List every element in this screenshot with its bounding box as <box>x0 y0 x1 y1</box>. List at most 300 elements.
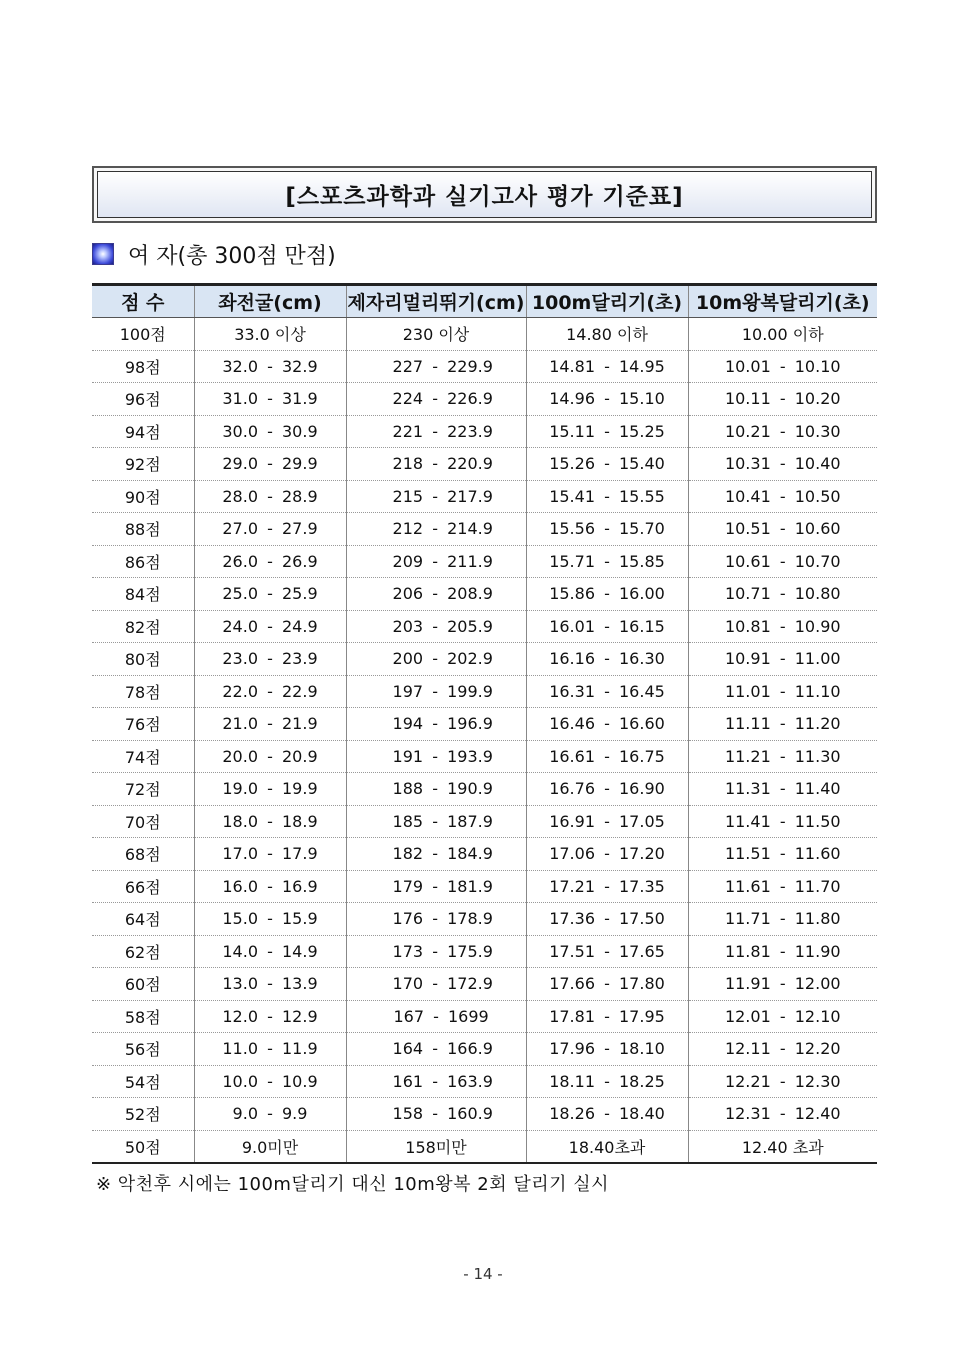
range-separator: - <box>604 584 610 604</box>
range-separator: - <box>604 811 610 831</box>
cell-long-jump <box>346 448 526 481</box>
score-table <box>92 283 877 1164</box>
table-row <box>92 903 877 936</box>
range-separator: - <box>432 649 438 669</box>
cell-shuttle <box>688 740 877 773</box>
range-separator: - <box>604 779 610 799</box>
cell-shuttle <box>688 1065 877 1098</box>
range-high: 11.30 <box>794 746 841 766</box>
range-separator: - <box>604 876 610 896</box>
range-separator: - <box>779 1104 786 1124</box>
range-low: 15.26 <box>549 454 595 474</box>
range-separator: - <box>604 519 610 539</box>
range-low: 10.51 <box>724 519 771 539</box>
table-row <box>92 545 877 578</box>
cell-100m <box>526 415 688 448</box>
range-high: 18.9 <box>282 811 318 831</box>
range-separator: - <box>267 1071 273 1091</box>
range-low: 179 <box>392 876 424 896</box>
cell-sit-and-reach <box>194 480 346 513</box>
cell-shuttle <box>688 1000 877 1033</box>
cell-score: 72점 <box>92 773 194 806</box>
range-separator: - <box>267 356 273 376</box>
range-separator: - <box>604 356 610 376</box>
range-low: 206 <box>392 584 424 604</box>
cell-100m <box>526 1000 688 1033</box>
range-high: 10.80 <box>794 584 841 604</box>
range-high: 11.10 <box>794 681 841 701</box>
cell-score: 58점 <box>92 1000 194 1033</box>
range-separator: - <box>267 389 273 409</box>
range-separator: - <box>604 1071 610 1091</box>
range-low: 167 <box>393 1006 424 1026</box>
range-separator: - <box>267 551 273 571</box>
table-row <box>92 935 877 968</box>
range-separator: - <box>604 714 610 734</box>
range-low: 17.0 <box>222 844 258 864</box>
range-high: 199.9 <box>447 681 493 701</box>
range-separator: - <box>432 876 438 896</box>
cell-sit-and-reach <box>194 643 346 676</box>
range-low: 14.96 <box>549 389 595 409</box>
range-low: 15.11 <box>549 421 595 441</box>
cell-100m <box>526 610 688 643</box>
range-separator: - <box>267 909 273 929</box>
range-separator: - <box>779 584 786 604</box>
cell-shuttle <box>688 935 877 968</box>
cell-long-jump <box>346 903 526 936</box>
cell-score: 94점 <box>92 415 194 448</box>
range-separator: - <box>267 584 273 604</box>
range-high: 17.80 <box>619 974 665 994</box>
page-title: [스포츠과학과 실기고사 평가 기준표] <box>97 171 872 218</box>
cell-sit-and-reach <box>194 1033 346 1066</box>
cell-100m <box>526 838 688 871</box>
range-low: 221 <box>392 421 424 441</box>
range-high: 17.05 <box>619 811 665 831</box>
range-low: 20.0 <box>222 746 258 766</box>
range-high: 14.95 <box>619 356 665 376</box>
cell-score: 60점 <box>92 968 194 1001</box>
range-separator: - <box>779 486 786 506</box>
range-separator: - <box>779 974 786 994</box>
range-separator: - <box>267 974 273 994</box>
range-low: 15.71 <box>549 551 595 571</box>
range-high: 11.00 <box>794 649 841 669</box>
range-low: 10.21 <box>724 421 771 441</box>
range-high: 16.45 <box>619 681 665 701</box>
cell-shuttle <box>688 480 877 513</box>
cell-100m <box>526 675 688 708</box>
range-high: 15.9 <box>282 909 318 929</box>
header-100m-run: 100m달리기(초) <box>526 285 688 318</box>
range-high: 15.25 <box>619 421 665 441</box>
table-row <box>92 870 877 903</box>
header-standing-long-jump: 제자리멀리뛰기(cm) <box>346 285 526 318</box>
range-low: 12.0 <box>222 1006 258 1026</box>
range-separator: - <box>779 1071 786 1091</box>
range-separator: - <box>267 714 273 734</box>
range-high: 16.75 <box>619 746 665 766</box>
cell-long-jump <box>346 968 526 1001</box>
range-high: 184.9 <box>447 844 493 864</box>
range-high: 15.40 <box>619 454 665 474</box>
range-high: 31.9 <box>282 389 318 409</box>
range-low: 18.0 <box>222 811 258 831</box>
weather-note: ※ 악천후 시에는 100m달리기 대신 10m왕복 2회 달리기 실시 <box>96 1174 610 1195</box>
table-row <box>92 1098 877 1131</box>
header-score: 점 수 <box>92 285 194 318</box>
range-separator: - <box>267 844 273 864</box>
range-low: 10.31 <box>724 454 771 474</box>
range-low: 218 <box>392 454 424 474</box>
range-high: 11.20 <box>794 714 841 734</box>
cell-long-jump <box>346 870 526 903</box>
range-low: 185 <box>392 811 424 831</box>
range-low: 10.91 <box>724 649 771 669</box>
range-high: 30.9 <box>282 421 318 441</box>
table-row <box>92 838 877 871</box>
range-high: 196.9 <box>447 714 493 734</box>
range-low: 176 <box>392 909 424 929</box>
range-low: 30.0 <box>222 421 258 441</box>
range-high: 16.15 <box>619 616 665 636</box>
cell-sit-and-reach <box>194 1098 346 1131</box>
range-separator: - <box>779 1006 786 1026</box>
range-low: 10.71 <box>724 584 771 604</box>
range-low: 203 <box>392 616 424 636</box>
range-separator: - <box>779 844 786 864</box>
cell-sit-and-reach: 9.0미만 <box>194 1130 346 1163</box>
cell-100m <box>526 545 688 578</box>
range-separator: - <box>432 681 438 701</box>
range-separator: - <box>779 454 786 474</box>
range-separator: - <box>267 616 273 636</box>
range-separator: - <box>779 421 786 441</box>
range-high: 20.9 <box>282 746 318 766</box>
range-separator: - <box>604 681 610 701</box>
range-high: 217.9 <box>447 486 493 506</box>
cell-score: 80점 <box>92 643 194 676</box>
cell-sit-and-reach <box>194 415 346 448</box>
cell-100m <box>526 350 688 383</box>
range-high: 11.90 <box>794 941 841 961</box>
cell-long-jump <box>346 350 526 383</box>
cell-sit-and-reach <box>194 903 346 936</box>
cell-long-jump <box>346 1065 526 1098</box>
range-low: 16.16 <box>549 649 595 669</box>
cell-shuttle <box>688 773 877 806</box>
range-separator: - <box>779 909 786 929</box>
range-low: 173 <box>392 941 424 961</box>
range-separator: - <box>432 779 438 799</box>
range-high: 17.20 <box>619 844 665 864</box>
range-separator: - <box>432 454 438 474</box>
range-separator: - <box>432 941 438 961</box>
range-low: 17.66 <box>549 974 595 994</box>
header-sit-and-reach: 좌전굴(cm) <box>194 285 346 318</box>
range-high: 172.9 <box>447 974 493 994</box>
table-row <box>92 448 877 481</box>
table-row <box>92 480 877 513</box>
cell-long-jump <box>346 480 526 513</box>
cell-score: 52점 <box>92 1098 194 1131</box>
cell-sit-and-reach <box>194 935 346 968</box>
range-separator: - <box>604 1104 610 1124</box>
cell-100m <box>526 1065 688 1098</box>
range-high: 18.40 <box>619 1104 665 1124</box>
range-separator: - <box>267 746 273 766</box>
range-low: 10.41 <box>724 486 771 506</box>
cell-100m <box>526 1098 688 1131</box>
cell-long-jump <box>346 708 526 741</box>
cell-long-jump <box>346 675 526 708</box>
range-separator: - <box>267 811 273 831</box>
cell-sit-and-reach <box>194 1000 346 1033</box>
cell-score: 90점 <box>92 480 194 513</box>
range-separator: - <box>604 746 610 766</box>
range-separator: - <box>267 519 273 539</box>
range-separator: - <box>267 1039 273 1059</box>
range-high: 15.10 <box>619 389 665 409</box>
range-low: 227 <box>392 356 424 376</box>
range-separator: - <box>432 1039 438 1059</box>
range-low: 16.0 <box>222 876 258 896</box>
range-high: 23.9 <box>282 649 318 669</box>
range-low: 9.0 <box>232 1104 258 1124</box>
range-high: 193.9 <box>447 746 493 766</box>
range-low: 191 <box>392 746 424 766</box>
range-high: 160.9 <box>447 1104 493 1124</box>
range-low: 11.91 <box>724 974 771 994</box>
cell-sit-and-reach <box>194 1065 346 1098</box>
range-high: 202.9 <box>447 649 493 669</box>
table-row <box>92 1000 877 1033</box>
range-separator: - <box>267 1006 273 1026</box>
cell-long-jump <box>346 935 526 968</box>
table-row <box>92 643 877 676</box>
range-low: 10.81 <box>724 616 771 636</box>
range-low: 11.01 <box>724 681 771 701</box>
range-low: 12.11 <box>724 1039 771 1059</box>
table-row <box>92 513 877 546</box>
cell-sit-and-reach: 33.0 이상 <box>194 318 346 351</box>
range-separator: - <box>432 714 438 734</box>
cell-long-jump <box>346 415 526 448</box>
cell-100m <box>526 968 688 1001</box>
range-high: 226.9 <box>447 389 493 409</box>
range-separator: - <box>432 389 438 409</box>
range-separator: - <box>779 779 786 799</box>
table-row <box>92 610 877 643</box>
range-separator: - <box>432 356 438 376</box>
cell-100m <box>526 903 688 936</box>
cell-100m <box>526 448 688 481</box>
cell-long-jump <box>346 578 526 611</box>
range-low: 29.0 <box>222 454 258 474</box>
page-number: - 14 - <box>463 1265 503 1283</box>
range-low: 170 <box>392 974 424 994</box>
range-separator: - <box>604 1006 610 1026</box>
range-high: 18.25 <box>619 1071 665 1091</box>
range-high: 187.9 <box>447 811 493 831</box>
range-separator: - <box>432 584 438 604</box>
section-label: 여 자(총 300점 만점) <box>128 243 336 269</box>
range-separator: - <box>779 876 786 896</box>
cell-100m <box>526 870 688 903</box>
range-separator: - <box>604 844 610 864</box>
cell-sit-and-reach <box>194 805 346 838</box>
range-low: 11.81 <box>724 941 771 961</box>
cell-score: 70점 <box>92 805 194 838</box>
range-high: 205.9 <box>447 616 493 636</box>
cell-score: 76점 <box>92 708 194 741</box>
range-low: 17.96 <box>549 1039 595 1059</box>
range-high: 10.50 <box>794 486 841 506</box>
range-low: 16.61 <box>549 746 595 766</box>
cell-shuttle <box>688 610 877 643</box>
cell-long-jump <box>346 740 526 773</box>
range-separator: - <box>432 811 438 831</box>
table-row <box>92 1065 877 1098</box>
range-low: 224 <box>392 389 424 409</box>
range-separator: - <box>432 1071 438 1091</box>
range-low: 27.0 <box>222 519 258 539</box>
cell-shuttle <box>688 870 877 903</box>
cell-shuttle <box>688 1033 877 1066</box>
range-high: 10.20 <box>794 389 841 409</box>
cell-shuttle <box>688 350 877 383</box>
range-low: 17.06 <box>549 844 595 864</box>
range-low: 200 <box>392 649 424 669</box>
cell-long-jump <box>346 643 526 676</box>
cell-score: 88점 <box>92 513 194 546</box>
range-high: 17.35 <box>619 876 665 896</box>
range-separator: - <box>432 616 438 636</box>
cell-shuttle <box>688 383 877 416</box>
cell-100m <box>526 480 688 513</box>
cell-score: 86점 <box>92 545 194 578</box>
range-separator: - <box>432 746 438 766</box>
range-high: 10.30 <box>794 421 841 441</box>
range-low: 21.0 <box>222 714 258 734</box>
range-high: 32.9 <box>282 356 318 376</box>
range-high: 28.9 <box>282 486 318 506</box>
range-separator: - <box>779 356 786 376</box>
range-separator: - <box>604 909 610 929</box>
range-low: 16.01 <box>549 616 595 636</box>
range-low: 10.0 <box>222 1071 258 1091</box>
table-row <box>92 968 877 1001</box>
cell-shuttle: 12.40 초과 <box>688 1130 877 1163</box>
range-high: 16.9 <box>282 876 318 896</box>
range-low: 16.31 <box>549 681 595 701</box>
cell-score: 98점 <box>92 350 194 383</box>
range-low: 19.0 <box>222 779 258 799</box>
table-row <box>92 1033 877 1066</box>
range-high: 10.9 <box>282 1071 318 1091</box>
range-high: 19.9 <box>282 779 318 799</box>
range-high: 18.10 <box>619 1039 665 1059</box>
range-low: 11.31 <box>724 779 771 799</box>
cell-score: 66점 <box>92 870 194 903</box>
range-separator: - <box>267 649 273 669</box>
table-row <box>92 350 877 383</box>
cell-sit-and-reach <box>194 513 346 546</box>
cell-sit-and-reach <box>194 870 346 903</box>
range-low: 12.31 <box>724 1104 771 1124</box>
title-box <box>92 166 877 223</box>
cell-score: 100점 <box>92 318 194 351</box>
range-low: 11.41 <box>724 811 771 831</box>
cell-100m <box>526 740 688 773</box>
cell-sit-and-reach <box>194 773 346 806</box>
range-separator: - <box>432 844 438 864</box>
range-separator: - <box>267 681 273 701</box>
range-low: 11.21 <box>724 746 771 766</box>
range-high: 17.9 <box>282 844 318 864</box>
range-low: 14.81 <box>549 356 595 376</box>
range-low: 215 <box>392 486 424 506</box>
range-separator: - <box>267 941 273 961</box>
cell-sit-and-reach <box>194 545 346 578</box>
cell-100m <box>526 805 688 838</box>
cell-long-jump <box>346 545 526 578</box>
cell-100m: 14.80 이하 <box>526 318 688 351</box>
table-row <box>92 805 877 838</box>
range-high: 175.9 <box>447 941 493 961</box>
range-separator: - <box>432 551 438 571</box>
range-separator: - <box>604 454 610 474</box>
range-low: 11.11 <box>724 714 771 734</box>
table-row <box>92 675 877 708</box>
range-low: 15.86 <box>549 584 595 604</box>
cell-score: 62점 <box>92 935 194 968</box>
cell-100m <box>526 773 688 806</box>
range-high: 26.9 <box>282 551 318 571</box>
range-separator: - <box>604 551 610 571</box>
cell-shuttle <box>688 578 877 611</box>
cell-score: 96점 <box>92 383 194 416</box>
cell-long-jump: 230 이상 <box>346 318 526 351</box>
range-separator: - <box>267 486 273 506</box>
range-high: 11.50 <box>794 811 841 831</box>
table-row <box>92 578 877 611</box>
table-row <box>92 773 877 806</box>
cell-sit-and-reach <box>194 383 346 416</box>
cell-score: 82점 <box>92 610 194 643</box>
range-high: 11.40 <box>794 779 841 799</box>
range-high: 13.9 <box>282 974 318 994</box>
cell-shuttle <box>688 448 877 481</box>
range-low: 188 <box>392 779 424 799</box>
cell-sit-and-reach <box>194 838 346 871</box>
range-low: 11.71 <box>724 909 771 929</box>
cell-score: 74점 <box>92 740 194 773</box>
range-separator: - <box>267 779 273 799</box>
table-row <box>92 383 877 416</box>
range-low: 17.21 <box>549 876 595 896</box>
cell-score: 78점 <box>92 675 194 708</box>
cell-long-jump <box>346 773 526 806</box>
range-low: 15.0 <box>222 909 258 929</box>
cell-shuttle <box>688 643 877 676</box>
range-separator: - <box>432 974 438 994</box>
square-bullet-icon <box>92 243 114 265</box>
table-row <box>92 1130 877 1163</box>
range-high: 10.70 <box>794 551 841 571</box>
range-high: 12.00 <box>794 974 841 994</box>
